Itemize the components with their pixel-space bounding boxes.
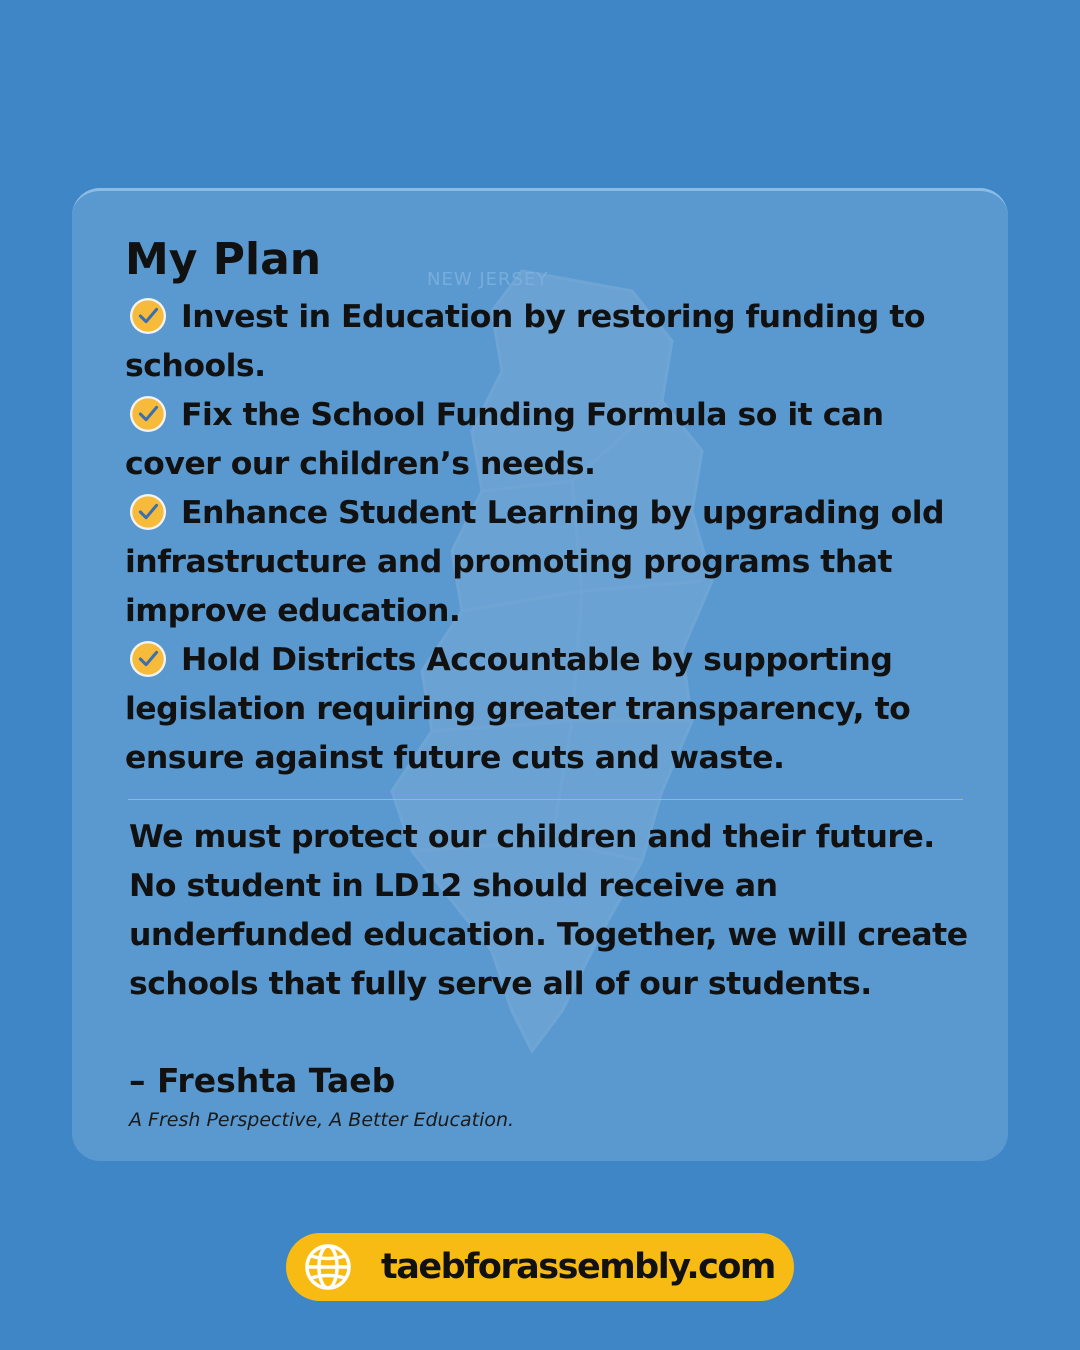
plan-list	[125, 293, 965, 783]
plan-card	[72, 188, 1008, 1161]
plan-item-text: Invest in Education by restoring funding to schools.	[125, 299, 926, 384]
plan-item-text: Enhance Student Learning by upgrading old infrastructure and promoting programs that improve education.	[125, 495, 945, 629]
check-icon	[129, 395, 167, 433]
map-label: NEW JERSEY	[427, 269, 549, 290]
plan-item	[125, 489, 965, 636]
globe-icon	[304, 1243, 352, 1291]
plan-item-text: Fix the School Funding Formula so it can cover our children’s needs.	[125, 397, 884, 482]
divider	[128, 799, 963, 800]
tagline: A Fresh Perspective, A Better Education.	[129, 1109, 515, 1131]
signature: – Freshta Taeb	[129, 1061, 396, 1100]
check-icon	[129, 493, 167, 531]
plan-title: My Plan	[125, 234, 322, 285]
plan-item	[125, 636, 965, 783]
check-icon	[129, 297, 167, 335]
closing-quote: We must protect our children and their future. No student in LD12 should receive an underfunded education. Together, we will create schools that fully serve all of our students.	[129, 819, 968, 1002]
website-link[interactable]	[286, 1233, 794, 1301]
website-url[interactable]: taebforassembly.com	[381, 1247, 775, 1287]
plan-item-text: Hold Districts Accountable by supporting legislation requiring greater transparency, to ensure against future cuts and waste.	[125, 642, 911, 776]
plan-item	[125, 293, 965, 391]
check-icon	[129, 640, 167, 678]
plan-content	[125, 231, 965, 783]
plan-item	[125, 391, 965, 489]
